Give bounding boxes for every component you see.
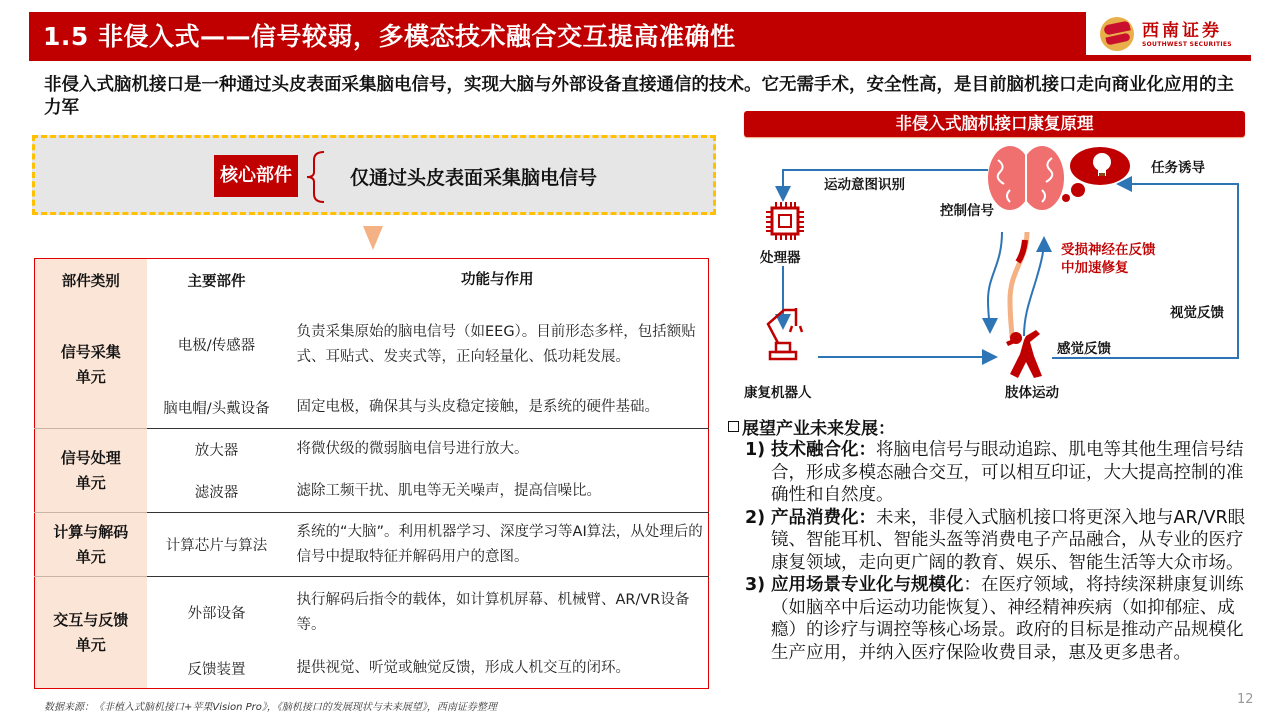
item-number: 3) (745, 575, 766, 595)
header-function: 功能与作用 (461, 272, 534, 289)
category-line: 单元 (75, 473, 106, 492)
rehab-robot-arm-icon (768, 308, 802, 359)
part-cell: 外部设备 (147, 577, 287, 649)
curly-brace-icon (304, 150, 326, 204)
item-body: 未来，非侵入式脑机接口将更深入地与AR/VR眼镜、智能耳机、智能头盔等消费电子产品融合，从专业的医疗康复领域，走向更广阔的教育、娱乐、智能生活等大众市场。 (771, 507, 1246, 573)
item-heading: 产品消费化： (771, 507, 876, 528)
label-motion-intent: 运动意图识别 (824, 177, 905, 193)
diagram-arrows (740, 140, 1250, 410)
category-line: 交互与反馈 (53, 610, 129, 629)
table-row (35, 429, 709, 471)
label-visual-feedback: 视觉反馈 (1170, 305, 1224, 321)
diagram-title: 非侵入式脑机接口康复原理 (744, 111, 1245, 137)
industry-outlook (727, 414, 1247, 664)
label-task-induce: 任务诱导 (1151, 160, 1205, 176)
southwest-securities-logo-icon (1100, 17, 1134, 51)
category-line: 计算与解码 (53, 522, 129, 541)
label-processor: 处理器 (760, 250, 801, 266)
category-interaction-feedback (35, 577, 147, 689)
category-line: 单元 (75, 635, 106, 654)
outlook-item (727, 439, 1247, 507)
category-compute-decode (35, 513, 147, 577)
title-underline (1086, 55, 1251, 61)
item-number: 2) (745, 507, 766, 528)
header-part: 主要部件 (187, 274, 246, 291)
table-row (35, 577, 709, 649)
label-nerve-repair (1061, 241, 1156, 277)
part-cell: 滤波器 (194, 484, 239, 501)
logo-en-text: SOUTHWEST SECURITIES (1142, 40, 1232, 48)
core-parts-text: 仅通过头皮表面采集脑电信号 (350, 167, 598, 189)
rehab-principle-diagram (740, 140, 1250, 410)
part-cell: 脑电帽/头戴设备 (163, 400, 270, 417)
category-line: 信号处理 (60, 448, 121, 467)
checkbox-bullet-icon (728, 421, 739, 432)
item-heading: 技术融合化： (771, 440, 876, 460)
item-number: 1) (745, 440, 766, 460)
function-cell: 将微伏级的微弱脑电信号进行放大。 (287, 429, 709, 471)
label-limb-motion: 肢体运动 (1005, 385, 1059, 401)
function-cell: 固定电极，确保其与头皮稳定接触，是系统的硬件基础。 (296, 398, 659, 415)
item-heading: 应用场景专业化与规模化 (771, 575, 964, 595)
category-line: 单元 (75, 368, 106, 387)
logo-cn-text: 西南证券 (1142, 20, 1222, 41)
intro-paragraph: 非侵入式脑机接口是一种通过头皮表面采集脑电信号，实现大脑与外部设备直接通信的技术。它无需手术，安全性高，是目前脑机接口走向商业化应用的主力军 (44, 75, 1234, 118)
data-source-note: 数据来源：《非植入式脑机接口+苹果Vision Pro》，《脑机接口的发展现状与未来展望》，西南证券整理 (44, 702, 497, 713)
label-sensory-feedback: 感觉反馈 (1057, 341, 1111, 357)
outlook-title (727, 414, 1247, 439)
category-signal-acquisition (35, 303, 147, 429)
function-cell: 负责采集原始的脑电信号（如EEG）。目前形态多样，包括额贴式、耳贴式、发夹式等，正向轻量化、低功耗发展。 (296, 323, 696, 365)
brain-icon (988, 146, 1064, 210)
function-cell: 滤除工频干扰、肌电等无关噪声，提高信噪比。 (296, 482, 601, 499)
nerve-repair-line-1: 受损神经在反馈 (1061, 242, 1156, 258)
core-parts-label: 核心部件 (214, 155, 298, 197)
part-cell: 放大器 (147, 429, 287, 471)
category-line: 信号采集 (60, 343, 121, 362)
item-body: ：在医疗领域，将持续深耕康复训练（如脑卒中后运动功能恢复）、神经精神疾病（如抑郁症、成瘾）的诊疗与调控等核心场景。政府的目标是推动产品规模化生产应用，并纳入医疗保险收费目录，惠及更多患者。 (771, 575, 1244, 663)
function-cell: 系统的“大脑”。利用机器学习、深度学习等AI算法，从处理后的信号中提取特征并解码用户的意图。 (287, 513, 709, 577)
table-row (35, 513, 709, 577)
nerve-repair-line-2: 中加速修复 (1061, 260, 1129, 276)
label-control-signal: 控制信号 (940, 203, 994, 219)
item-body: 将脑电信号与眼动追踪、肌电等其他生理信号结合，形成多模态融合交互，可以相互印证，大大提高控制的准确性和自然度。 (771, 440, 1244, 505)
company-logo (1100, 14, 1250, 54)
function-cell: 执行解码后指令的载体，如计算机屏幕、机械臂、AR/VR设备等。 (287, 577, 709, 649)
part-cell: 反馈装置 (187, 661, 246, 678)
label-rehab-robot: 康复机器人 (744, 385, 812, 401)
limb-motion-person-icon (1006, 330, 1042, 378)
category-line: 单元 (75, 547, 106, 566)
outlook-item (727, 574, 1247, 664)
header-category: 部件类别 (35, 259, 147, 303)
processor-chip-icon (766, 202, 804, 240)
table-row (35, 303, 709, 387)
table-header-row (35, 259, 709, 303)
page-title: 1.5 非侵入式——信号较弱，多模态技术融合交互提高准确性 (29, 12, 1086, 61)
outlook-item (727, 507, 1247, 575)
down-arrow-icon (363, 226, 383, 250)
category-signal-processing (35, 429, 147, 513)
components-table (34, 258, 709, 689)
thought-bubble-icon (1062, 147, 1130, 202)
outlook-title-text: 展望产业未来发展： (742, 419, 895, 439)
page-number: 12 (1237, 692, 1254, 707)
part-cell: 电极/传感器 (177, 338, 256, 354)
part-cell: 计算芯片与算法 (147, 513, 287, 577)
function-cell: 提供视觉、听觉或触觉反馈，形成人机交互的闭环。 (296, 659, 630, 676)
